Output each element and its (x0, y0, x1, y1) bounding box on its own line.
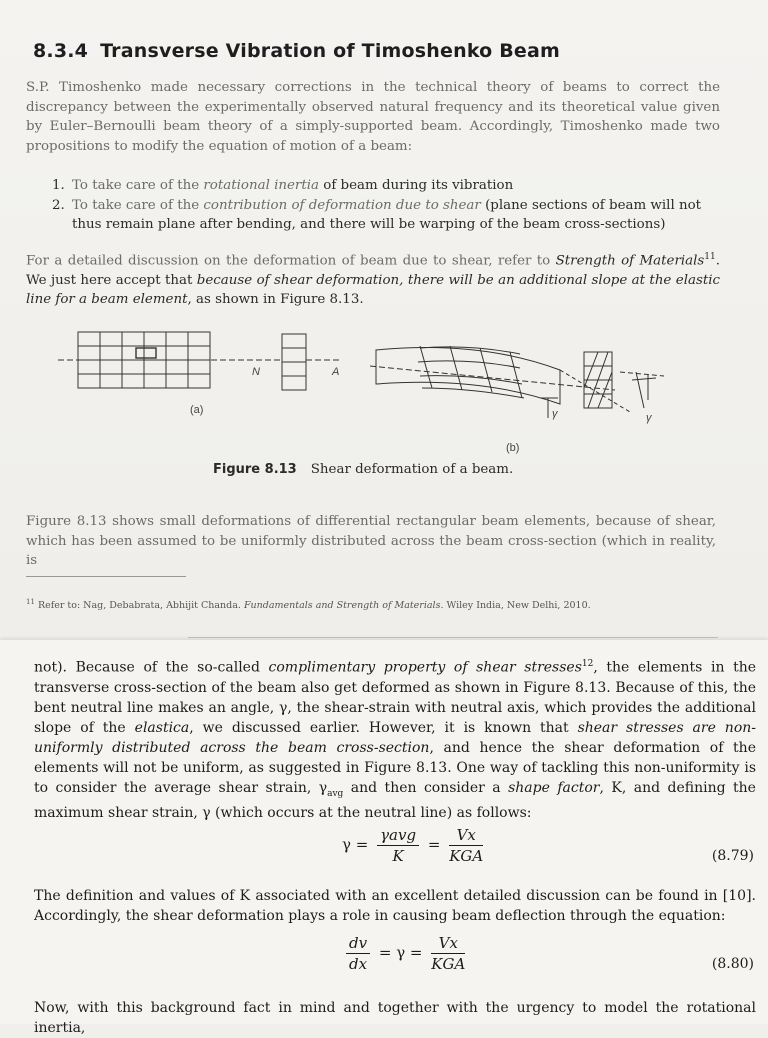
footnote: $^{11}$ Refer to: Nag, Debabrata, Abhijit Chanda. Fundamentals and Strength of Materials. Wiley India, New Delhi, 2010. (26, 598, 591, 612)
list-item: 2. To take care of the contribution of deformation due to shear (plane sections of beam will not thus remain plane after bending, and there will be warping of the beam cross-sections) (52, 197, 702, 232)
equation-8-80: $\frac{dv}{dx}$ = γ = $\frac{Vx}{\text{KGA}}$ (342, 934, 469, 973)
reference-mark: 12 (581, 659, 594, 669)
label-axis: A (332, 366, 340, 378)
figure-label-b: (b) (506, 442, 520, 454)
highlighted-element (136, 348, 156, 358)
footnote-mark: 11 (26, 598, 35, 606)
equation-number: (8.79) (711, 848, 754, 864)
figure-caption-text: Shear deformation of a beam. (310, 462, 514, 477)
intro-paragraph: S.P. Timoshenko made necessary corrections in the technical theory of beams to correct the discrepancy between the experimentally observed natural frequency and its theoretical value given by Euler–Bernoulli beam theory of a simply-supported beam. Accordingly, Timoshenko made two propositions to modify the equation of motion of a beam: (26, 80, 720, 154)
page-divider (188, 637, 718, 638)
list-item: 1. To take care of the rotational inertia of beam during its vibration (52, 176, 722, 196)
shear-deformation-diagram (40, 318, 740, 458)
figure-caption (213, 462, 513, 477)
figure-number: Figure 8.13 (213, 462, 297, 477)
label-gamma-2: γ (646, 412, 652, 424)
deformed-beam (376, 348, 560, 405)
section-number: 8.3.4 (33, 40, 89, 62)
label-n: N (252, 366, 260, 378)
section-title: Transverse Vibration of Timoshenko Beam (100, 40, 561, 62)
propositions-list (52, 176, 722, 235)
list-number: 2. (52, 197, 65, 213)
discussion-paragraph: For a detailed discussion on the deformation of beam due to shear, refer to Strength of Materials$^{11}$. We just here accept that because of shear deformation, there will be an additional slope at the elastic line for a beam element, as shown in Figure 8.13. (26, 252, 721, 308)
reference-mark: 11 (704, 252, 716, 262)
figure-label-a: (a) (190, 404, 204, 416)
list-number: 1. (52, 178, 65, 193)
equation-8-79: γ = $\frac{\text{γavg}}{K}$ = $\frac{Vx}{\text{KGA}}$ (342, 826, 484, 865)
figure-8-13 (40, 318, 740, 458)
definition-paragraph: The definition and values of K associated with an excellent detailed discussion can be found in [10]. Accordingly, the shear deformation plays a role in causing beam deflection through the equation: (34, 888, 756, 924)
equation-number: (8.80) (711, 956, 754, 972)
after-figure-paragraph: Figure 8.13 shows small deformations of differential rectangular beam elements, because of shear, which has been assumed to be uniformly distributed across the beam cross-section (which in reality, is (26, 514, 716, 568)
label-gamma-1: γ (552, 408, 558, 420)
footnote-rule (26, 576, 186, 577)
section-heading (33, 40, 560, 62)
closing-paragraph: Now, with this background fact in mind and together with the urgency to model the rotational inertia, (34, 1000, 756, 1036)
continuation-paragraph: not). Because of the so-called complimentary property of shear stresses$^{12}$, the elements in the transverse cross-section of the beam also get deformed as shown in Figure 8.13. Because of this, the bent neutral line makes an angle, γ, the shear-strain with neutral axis, which provides the additional slope of the elastica, we discussed earlier. However, it is known that shear stresses are non-uniformly distributed across the beam cross-section, and hence the shear deformation of the elements will not be uniform, as suggested in Figure 8.13. One way of tackling this non-uniformity is to consider the average shear strain, $\gamma_{avg}$ and then consider a shape factor, K, and defining the maximum shear strain, γ (which occurs at the neutral line) as follows: (34, 659, 756, 822)
